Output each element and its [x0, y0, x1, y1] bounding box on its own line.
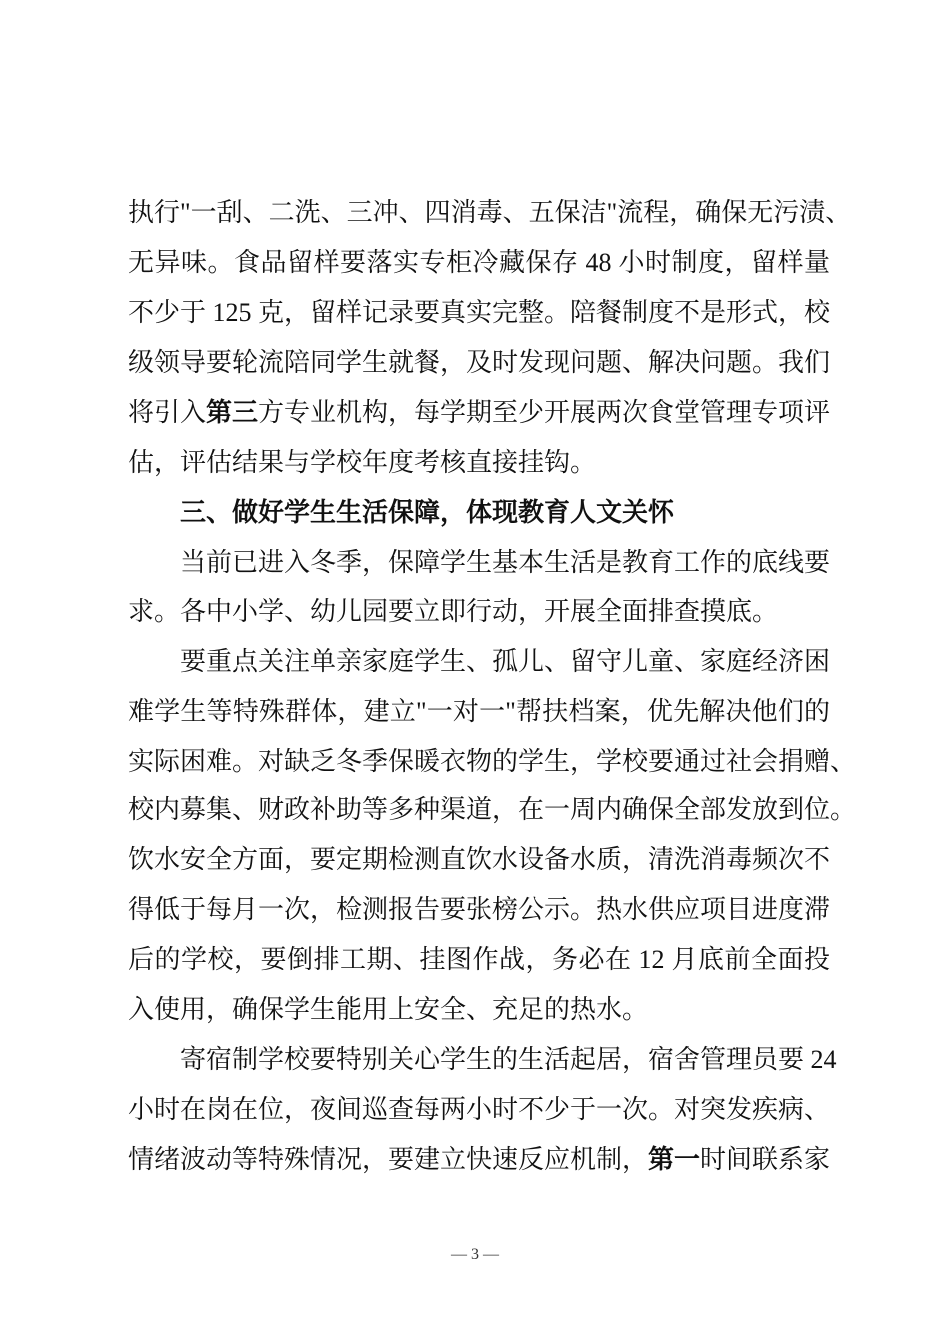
text-line	[128, 1093, 830, 1127]
text-segment: 方专业机构，每学期至少开展两次食堂管理专项评	[258, 398, 831, 427]
text-line	[128, 695, 830, 729]
text-segment: 将引入	[128, 398, 207, 427]
text-segment: 当前已进入冬季，保障学生基本生活是教育工作的底线要	[180, 548, 831, 577]
text-line	[128, 893, 830, 927]
text-segment: 情绪波动等特殊情况，要建立快速反应机制，	[128, 1145, 649, 1174]
text-segment: 三、做好学生生活保障，体现教育人文关怀	[180, 498, 675, 527]
text-line	[180, 546, 830, 580]
text-line	[128, 843, 830, 877]
text-line	[128, 296, 830, 330]
text-segment: 要重点关注单亲家庭学生、孤儿、留守儿童、家庭经济困	[180, 647, 831, 676]
text-segment: 难学生等特殊群体，建立"一对一"帮扶档案，优先解决他们的	[128, 697, 830, 726]
text-segment: 校内募集、财政补助等多种渠道，在一周内确保全部发放到位。	[128, 795, 857, 824]
text-line	[128, 943, 830, 977]
text-segment: 执行"一刮、二洗、三冲、四消毒、五保洁"流程，确保无污渍、	[128, 198, 852, 227]
text-line	[128, 196, 852, 230]
text-line	[128, 1143, 830, 1177]
text-segment: 时间联系家	[700, 1145, 831, 1174]
text-line	[128, 396, 830, 430]
text-segment: 入使用，确保学生能用上安全、充足的热水。	[128, 995, 649, 1024]
text-segment: 寄宿制学校要特别关心学生的生活起居，宿舍管理员要 24	[180, 1045, 837, 1074]
text-segment: 实际困难。对缺乏冬季保暖衣物的学生，学校要通过社会捐赠、	[128, 747, 857, 776]
bold-text: 第三	[206, 398, 259, 427]
text-segment: 饮水安全方面，要定期检测直饮水设备水质，清洗消毒频次不	[128, 845, 831, 874]
bold-text: 第一	[648, 1145, 701, 1174]
page-number: — 3 —	[451, 1246, 499, 1263]
text-segment: 求。各中小学、幼儿园要立即行动，开展全面排查摸底。	[128, 597, 779, 626]
text-segment: 小时在岗在位，夜间巡查每两小时不少于一次。对突发疾病、	[128, 1095, 831, 1124]
text-line	[128, 595, 830, 629]
text-line	[128, 346, 830, 380]
text-line	[128, 745, 857, 779]
text-segment: 后的学校，要倒排工期、挂图作战，务必在 12 月底前全面投	[128, 945, 830, 974]
text-line	[128, 446, 830, 480]
text-segment: 无异味。食品留样要落实专柜冷藏保存 48 小时制度，留样量	[128, 248, 830, 277]
text-line	[128, 993, 830, 1027]
section-heading	[180, 496, 830, 530]
text-line	[128, 246, 830, 280]
text-segment: 估，评估结果与学校年度考核直接挂钩。	[128, 448, 597, 477]
text-segment: 不少于 125 克，留样记录要真实完整。陪餐制度不是形式，校	[128, 298, 831, 327]
text-line	[128, 793, 857, 827]
text-segment: 级领导要轮流陪同学生就餐，及时发现问题、解决问题。我们	[128, 348, 831, 377]
text-line	[180, 1043, 837, 1077]
text-line	[180, 645, 830, 679]
text-segment: 得低于每月一次，检测报告要张榜公示。热水供应项目进度滞	[128, 895, 831, 924]
